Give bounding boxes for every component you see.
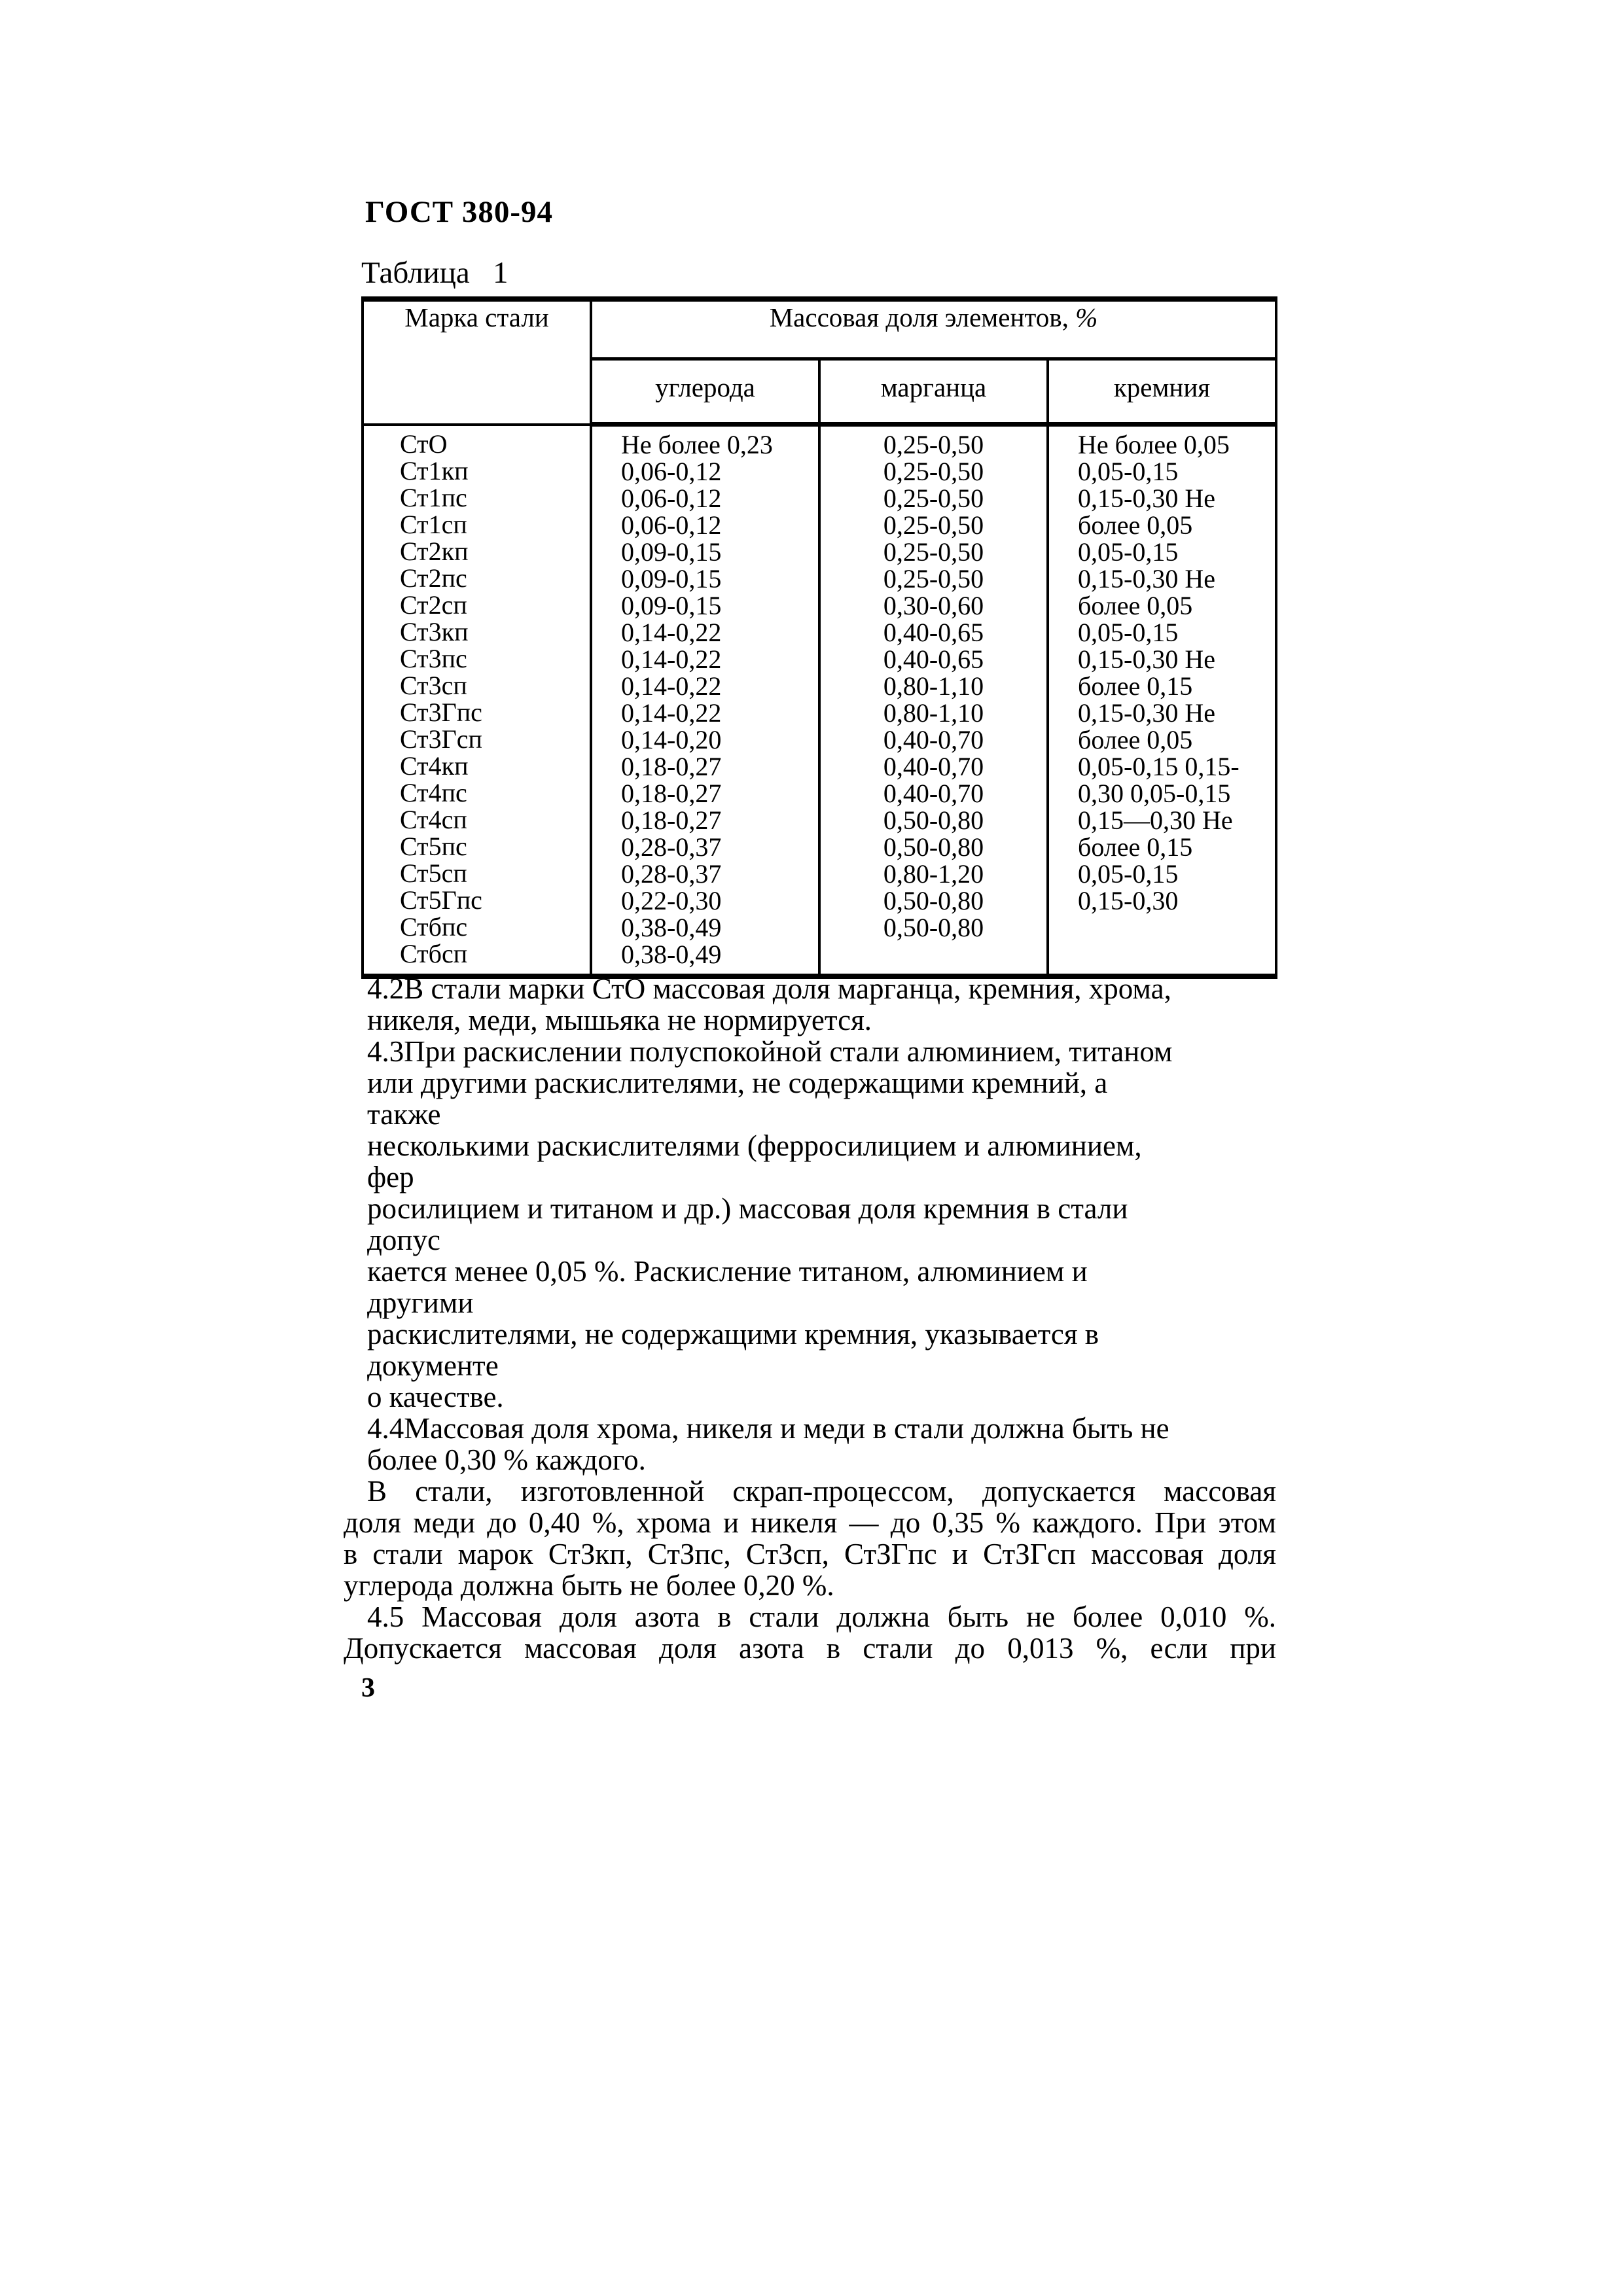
- paragraph-line: кается менее 0,05 %. Раскисление титаном, алюминием и: [367, 1255, 1088, 1288]
- table-cell-silicon: 0,15-0,30: [1078, 886, 1179, 915]
- table-cell-silicon: 0,15-0,30 Не: [1078, 698, 1215, 728]
- table-cell-silicon: более 0,05: [1078, 725, 1193, 754]
- table-cell-manganese: 0,50-0,80: [883, 832, 984, 862]
- column-header-manganese: марганца: [819, 359, 1048, 425]
- table-cell-mark: Стбсп: [400, 938, 468, 968]
- paragraph-line: 4.3При раскислении полуспокойной стали алюминием, титаном: [367, 1035, 1173, 1068]
- table-cell-carbon: 0,14-0,22: [621, 645, 722, 674]
- column-manganese-values: [819, 425, 1048, 977]
- table-cell-mark: Ст1пс: [400, 482, 467, 512]
- paragraph-line: в стали марок СтЗкп, СтЗпс, СтЗсп, СтЗГпс и СтЗГсп массовая доля: [344, 1538, 1276, 1570]
- table-cell-manganese: 0,80-1,10: [883, 698, 984, 728]
- table-cell-carbon: 0,38-0,49: [621, 913, 722, 942]
- paragraph-line: более 0,30 % каждого.: [367, 1443, 646, 1476]
- table-cell-mark: Ст5Гпс: [400, 885, 482, 915]
- paragraph-line: 4.2В стали марки СтО массовая доля марганца, кремния, хрома,: [367, 972, 1171, 1005]
- table-cell-manganese: 0,50-0,80: [883, 913, 984, 942]
- table-cell-mark: Ст3пс: [400, 643, 467, 673]
- column-header-carbon: углерода: [591, 359, 819, 425]
- composition-table: [361, 296, 1277, 979]
- column-header-silicon: кремния: [1048, 359, 1276, 425]
- paragraph-line: углерода должна быть не более 0,20 %.: [344, 1569, 834, 1602]
- table-cell-manganese: 0,80-1,10: [883, 671, 984, 701]
- column-header-mark: Марка стали: [363, 299, 591, 425]
- table-cell-carbon: 0,18-0,27: [621, 779, 722, 808]
- table-cell-silicon: 0,15—0,30 Не: [1078, 805, 1233, 835]
- table-cell-mark: Ст5сп: [400, 858, 467, 888]
- table-cell-carbon: 0,14-0,20: [621, 725, 722, 754]
- column-header-group-percent: %: [1075, 302, 1098, 332]
- paragraph-line: В стали, изготовленной скрап-процессом, допускается массовая: [367, 1475, 1276, 1508]
- paragraph-line: раскислителями, не содержащими кремния, указывается в: [367, 1318, 1099, 1351]
- table-cell-silicon: [1049, 941, 1275, 968]
- table-cell-silicon: 0,15-0,30 Не: [1078, 645, 1215, 674]
- table-cell-carbon: 0,22-0,30: [621, 886, 722, 915]
- table-cell-carbon: 0,09-0,15: [621, 537, 722, 567]
- table-cell-mark: Ст4пс: [400, 777, 467, 807]
- paragraph-line: также: [367, 1098, 441, 1131]
- table-cell-silicon: 0,05-0,15 0,15-: [1078, 752, 1240, 781]
- table-cell-manganese: 0,40-0,65: [883, 618, 984, 647]
- table-cell-carbon: 0,09-0,15: [621, 591, 722, 620]
- table-cell-mark: Стбпс: [400, 911, 468, 942]
- table-cell-mark: Ст5пс: [400, 831, 467, 861]
- column-mark-values: [363, 425, 591, 977]
- body-text: [344, 973, 1276, 1664]
- document-title: ГОСТ 380-94: [365, 195, 554, 229]
- table-cell-silicon: 0,05-0,15: [1078, 537, 1179, 567]
- table-cell-silicon: более 0,05: [1078, 510, 1193, 540]
- table-cell-silicon: более 0,15: [1078, 671, 1193, 701]
- table-cell-mark: Ст3Гпс: [400, 697, 482, 727]
- paragraph-line: допус: [367, 1224, 440, 1256]
- table-cell-mark: Ст4кп: [400, 751, 469, 781]
- table-cell-carbon: 0,18-0,27: [621, 752, 722, 781]
- paragraph-line: или другими раскислителями, не содержащими кремний, а: [367, 1067, 1108, 1099]
- column-header-group-label: Массовая доля элементов,: [769, 302, 1076, 332]
- paragraph-line: несколькими раскислителями (ферросилицием и алюминием,: [367, 1129, 1142, 1162]
- table-cell-carbon: 0,06-0,12: [621, 484, 722, 513]
- paragraph-line: о качестве.: [367, 1381, 504, 1413]
- paragraph-line: росилицием и титаном и др.) массовая доля кремния в стали: [367, 1192, 1128, 1225]
- table-cell-manganese: 0,25-0,50: [883, 457, 984, 486]
- table-cell-silicon: Не более 0,05: [1078, 430, 1230, 459]
- table-cell-silicon: [1049, 914, 1275, 941]
- table-cell-silicon: 0,30 0,05-0,15: [1078, 779, 1231, 808]
- paragraph-line: 4.4Массовая доля хрома, никеля и меди в стали должна быть не: [367, 1412, 1169, 1445]
- table-cell-manganese: 0,40-0,70: [883, 752, 984, 781]
- table-cell-silicon: более 0,15: [1078, 832, 1193, 862]
- table-cell-carbon: 0,28-0,37: [621, 832, 722, 862]
- page-number: 3: [361, 1673, 375, 1703]
- table-cell-manganese: 0,25-0,50: [883, 430, 984, 459]
- table-cell-mark: СтО: [400, 429, 448, 459]
- table-cell-manganese: 0,50-0,80: [883, 886, 984, 915]
- table-cell-mark: Ст3сп: [400, 670, 467, 700]
- paragraph-line: другими: [367, 1286, 474, 1319]
- paragraph-line: документе: [367, 1349, 499, 1382]
- table-caption: Таблица 1: [361, 256, 508, 290]
- table-cell-mark: Ст2сп: [400, 590, 467, 620]
- paragraph-line: фер: [367, 1161, 414, 1193]
- table-cell-silicon: 0,05-0,15: [1078, 859, 1179, 889]
- column-header-group: [591, 299, 1276, 359]
- table-cell-manganese: 0,80-1,20: [883, 859, 984, 889]
- table-cell-carbon: 0,14-0,22: [621, 618, 722, 647]
- table-header-row-1: [363, 299, 1276, 359]
- table-cell-silicon: 0,15-0,30 Не: [1078, 484, 1215, 513]
- table-cell-silicon: 0,05-0,15: [1078, 457, 1179, 486]
- column-silicon-values: [1048, 425, 1276, 977]
- table-cell-carbon: 0,38-0,49: [621, 940, 722, 969]
- paragraph-line: 4.5 Массовая доля азота в стали должна быть не более 0,010 %.: [367, 1600, 1276, 1633]
- table-cell-manganese: 0,25-0,50: [883, 564, 984, 593]
- table-cell-carbon: 0,09-0,15: [621, 564, 722, 593]
- table-cell-mark: Ст3кп: [400, 616, 469, 646]
- table-cell-mark: Ст4сп: [400, 804, 467, 834]
- table-cell-silicon: 0,05-0,15: [1078, 618, 1179, 647]
- table-cell-manganese: 0,25-0,50: [883, 537, 984, 567]
- table-body-row: [363, 425, 1276, 977]
- table-cell-carbon: 0,06-0,12: [621, 510, 722, 540]
- table-cell-manganese: 0,30-0,60: [883, 591, 984, 620]
- table-cell-mark: Ст1сп: [400, 509, 467, 539]
- table-cell-silicon: 0,15-0,30 Не: [1078, 564, 1215, 593]
- table-cell-carbon: 0,06-0,12: [621, 457, 722, 486]
- table-cell-manganese: 0,50-0,80: [883, 805, 984, 835]
- paragraph-line: никеля, меди, мышьяка не нормируется.: [367, 1004, 872, 1036]
- table-cell-mark: Ст2кп: [400, 536, 469, 566]
- table-cell-manganese: 0,25-0,50: [883, 510, 984, 540]
- table-cell-silicon: более 0,05: [1078, 591, 1193, 620]
- column-carbon-values: [591, 425, 819, 977]
- table-cell-mark: Ст3Гсп: [400, 724, 482, 754]
- table-cell-carbon: 0,28-0,37: [621, 859, 722, 889]
- table-cell-carbon: 0,14-0,22: [621, 698, 722, 728]
- paragraph-line: Допускается массовая доля азота в стали до 0,013 %, если при: [344, 1632, 1276, 1665]
- table-cell-manganese: 0,40-0,70: [883, 779, 984, 808]
- table-cell-manganese: 0,40-0,70: [883, 725, 984, 754]
- table-cell-mark: Ст2пс: [400, 563, 467, 593]
- table-cell-carbon: 0,14-0,22: [621, 671, 722, 701]
- table-cell-manganese: 0,40-0,65: [883, 645, 984, 674]
- table-cell-carbon: 0,18-0,27: [621, 805, 722, 835]
- table-cell-carbon: Не более 0,23: [621, 430, 773, 459]
- table-cell-manganese: [821, 941, 1046, 968]
- table-cell-manganese: 0,25-0,50: [883, 484, 984, 513]
- table-cell-mark: Ст1кп: [400, 455, 469, 486]
- paragraph-line: доля меди до 0,40 %, хрома и никеля — до 0,35 % каждого. При этом: [344, 1506, 1276, 1539]
